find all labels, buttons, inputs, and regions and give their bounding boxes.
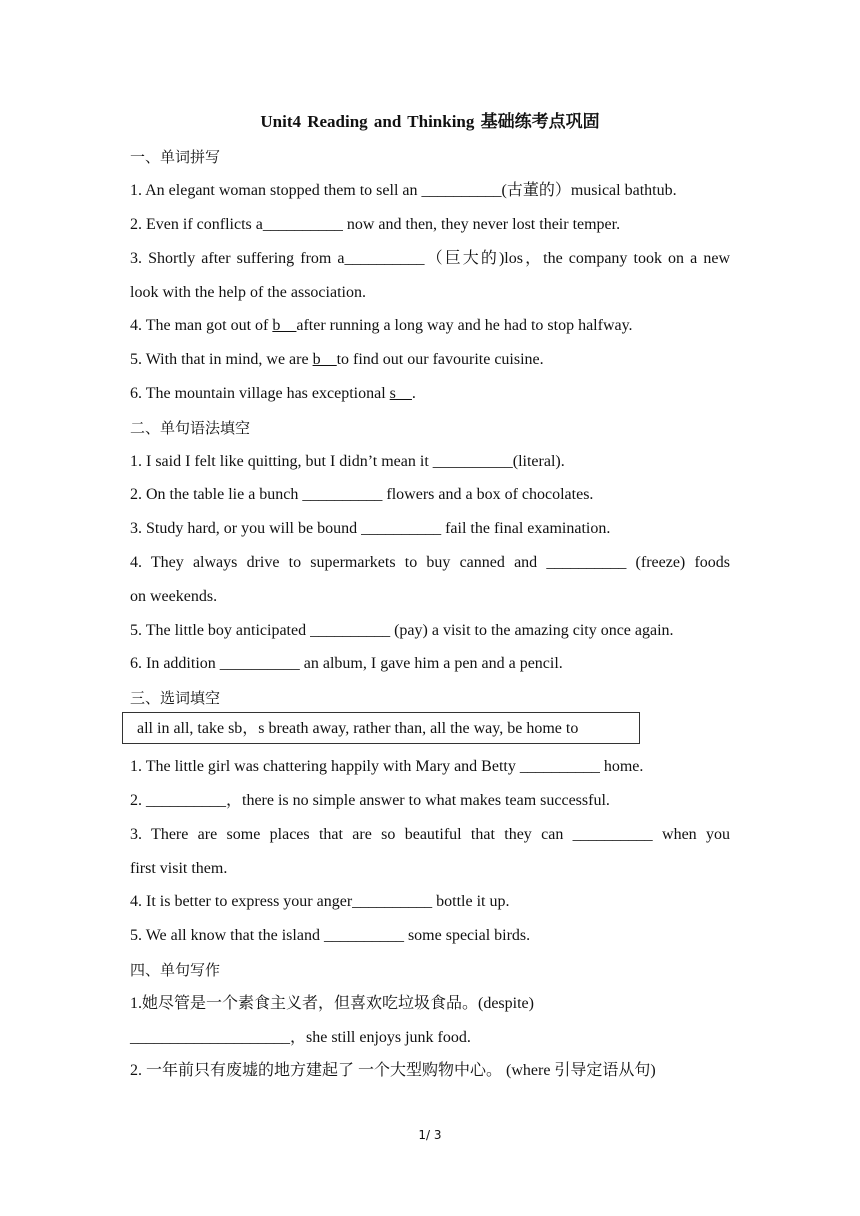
question-suffix: . (411, 385, 416, 402)
section-heading-grammar: 二、单句语法填空 (130, 419, 251, 437)
question-text: 6. In addition __________ an album, I gave him a pen and a pencil. (130, 655, 563, 672)
question-text: 4. They always drive to supermarkets to buy canned and __________ (freeze) foods (130, 554, 730, 571)
page-title: Unit4 Reading and Thinking 基础练考点巩固 (260, 112, 600, 131)
question-text-continued: first visit them. (130, 860, 228, 877)
word-bank-text: all in all, take sb，s breath away, rather than, all the way, be home to (137, 720, 579, 737)
answer-line: ____________________，she still enjoys junk food. (130, 1029, 471, 1046)
word-bank-box (122, 712, 640, 744)
question-text: 1. An elegant woman stopped them to sell an __________(古董的）musical bathtub. (130, 182, 677, 199)
question-text: 5. We all know that the island __________ some special birds. (130, 927, 531, 944)
question-text: 5. The little boy anticipated __________ (pay) a visit to the amazing city once again. (130, 622, 674, 639)
question-text: 4. It is better to express your anger__________ bottle it up. (130, 893, 510, 910)
answer-blank: s__ (389, 385, 412, 402)
question-suffix: to find out our favourite cuisine. (336, 351, 544, 368)
question-prompt: 1.她尽管是一个素食主义者，但喜欢吃垃圾食品。(despite) (130, 995, 534, 1012)
question-prefix: 4. The man got out of (130, 317, 273, 334)
answer-blank: b__ (312, 351, 337, 368)
question-suffix: after running a long way and he had to stop halfway. (296, 317, 633, 334)
question-text-continued: look with the help of the association. (130, 284, 366, 301)
page-number: 1/ 3 (418, 1128, 442, 1142)
question-text (130, 383, 730, 405)
question-prefix: 5. With that in mind, we are (130, 351, 313, 368)
question-text (130, 349, 730, 371)
section-heading-sentence-writing: 四、单句写作 (130, 961, 221, 979)
question-text: 2. Even if conflicts a__________ now and then, they never lost their temper. (130, 216, 621, 233)
question-prompt: 2. 一年前只有废墟的地方建起了 一个大型购物中心。 (where 引导定语从句) (130, 1062, 656, 1079)
question-text: 1. I said I felt like quitting, but I didn’t mean it __________(literal). (130, 453, 565, 470)
question-text: 1. The little girl was chattering happily with Mary and Betty __________ home. (130, 758, 644, 775)
section-heading-word-choice: 三、选词填空 (130, 689, 221, 707)
question-text: 3. There are some places that are so beautiful that they can __________ when you (130, 826, 730, 843)
section-heading-spelling: 一、单词拼写 (130, 148, 221, 166)
question-text: 3. Shortly after suffering from a__________（巨大的)los，the company took on a new (130, 250, 730, 267)
question-prefix: 6. The mountain village has exceptional (130, 385, 390, 402)
question-text-continued: on weekends. (130, 588, 218, 605)
question-text: 2. On the table lie a bunch __________ flowers and a box of chocolates. (130, 486, 594, 503)
answer-blank: b__ (272, 317, 297, 334)
question-text: 2. __________，there is no simple answer to what makes team successful. (130, 792, 610, 809)
question-text (130, 315, 730, 337)
question-text: 3. Study hard, or you will be bound __________ fail the final examination. (130, 520, 611, 537)
